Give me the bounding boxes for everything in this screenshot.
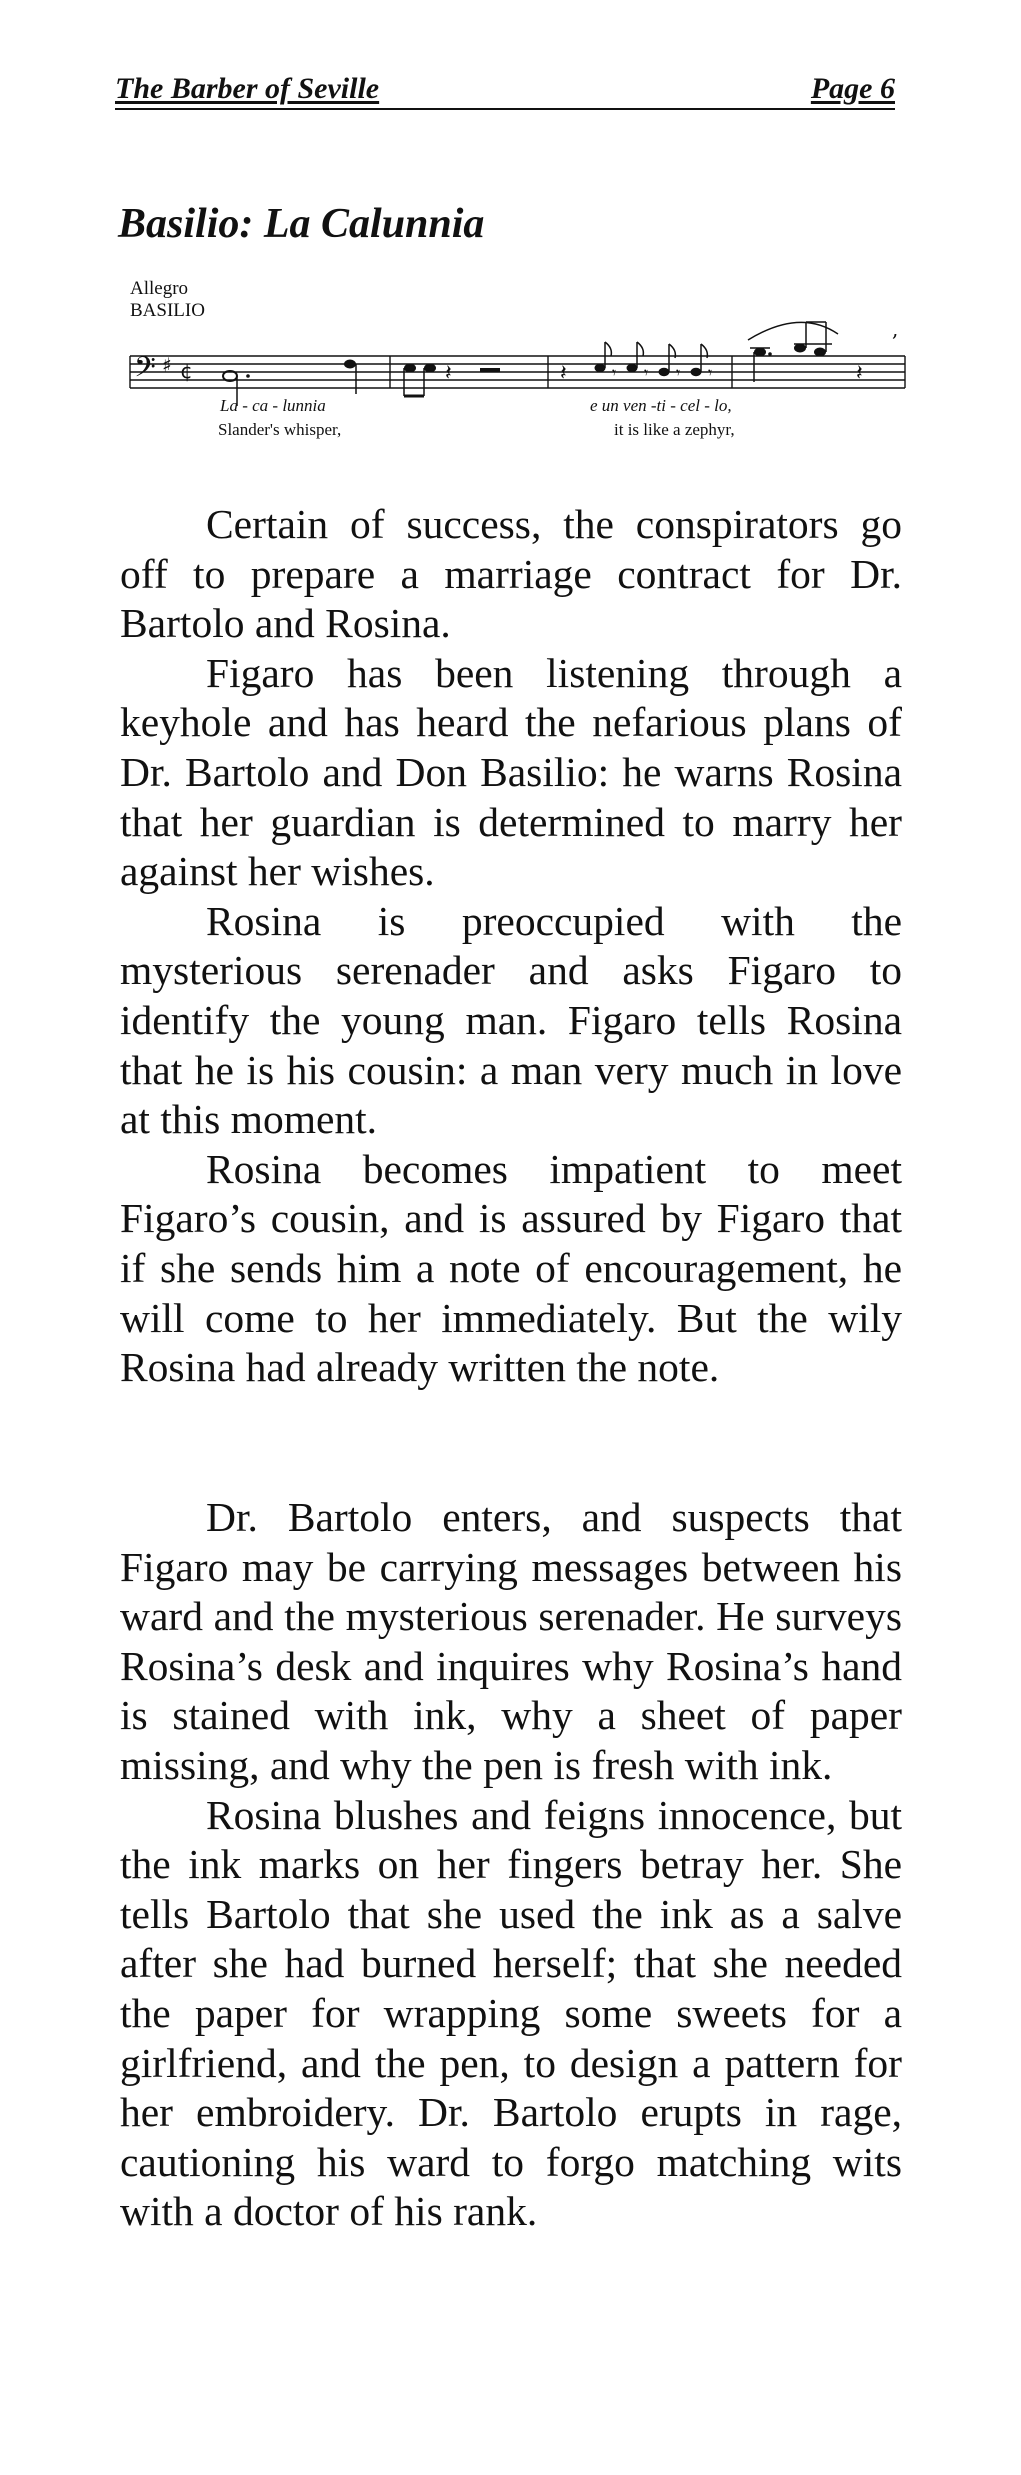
paragraph: Dr. Bartolo enters, and suspects that Figaro may be carrying messages between his ward and the mysterious serenader. He surveys Rosina’s desk and inquires why Rosina’s hand is stained with ink, why a sheet of paper missing, and why the pen is fresh with ink. — [120, 1494, 902, 1788]
svg-text:𝄢: 𝄢 — [134, 351, 156, 391]
paragraph: Rosina becomes impatient to meet Figaro’s cousin, and is assured by Figaro that if she sends him a note of encouragement, he will come to her immediately. But the wily Rosina had already written the note. — [120, 1145, 902, 1391]
body-text-section-1 — [120, 500, 902, 1393]
music-excerpt — [120, 278, 910, 448]
translation-line-2: it is like a zephyr, — [614, 420, 735, 439]
svg-text:𝄾: 𝄾 — [612, 363, 617, 382]
svg-text:¢: ¢ — [180, 359, 193, 383]
header-title: The Barber of Seville — [115, 72, 380, 105]
body-text-section-2 — [120, 1493, 902, 2237]
svg-text:♯: ♯ — [162, 353, 172, 377]
svg-text:𝄽: 𝄽 — [445, 361, 452, 386]
page-number: Page 6 — [810, 72, 895, 105]
svg-text:𝄾: 𝄾 — [708, 363, 713, 382]
paragraph: Rosina blushes and feigns innocence, but the ink marks on her fingers betray her. She tells Bartolo that she used the ink as a salve after she had burned herself; that she needed the paper for wrapping some sweets for a girlfriend, and the pen, to design a pattern for her embroidery. Dr. Bartolo erupts in rage, cautioning his ward to forgo matching wits with a doctor of his rank. — [120, 1791, 902, 2235]
svg-text:𝄾: 𝄾 — [644, 363, 649, 382]
lyric-line-2: e un ven -ti - cel - lo, — [590, 396, 732, 415]
svg-text:𝄽: 𝄽 — [560, 361, 567, 386]
paragraph: Figaro has been listening through a keyhole and has heard the nefarious plans of Dr. Bartolo and Don Basilio: he warns Rosina that her guardian is determined to marry her against her wishes. — [120, 649, 902, 895]
translation-line-1: Slander's whisper, — [218, 420, 342, 439]
svg-text:,: , — [892, 317, 899, 341]
svg-text:𝄽: 𝄽 — [856, 361, 863, 386]
svg-text:𝄾: 𝄾 — [676, 363, 681, 382]
paragraph: Rosina is preoccupied with the mysterious serenader and asks Figaro to identify the young man. Figaro tells Rosina that he is his cousin: a man very much in love at this moment. — [120, 897, 902, 1143]
lyric-line-1: La - ca - lunnia — [220, 396, 326, 415]
running-header — [115, 72, 895, 110]
tempo-marking: Allegro — [130, 278, 189, 299]
aria-title: Basilio: La Calunnia — [118, 201, 485, 247]
paragraph: Certain of success, the conspirators go off to prepare a marriage contract for Dr. Bartolo and Rosina. — [120, 501, 902, 647]
voice-name: BASILIO — [130, 300, 205, 321]
